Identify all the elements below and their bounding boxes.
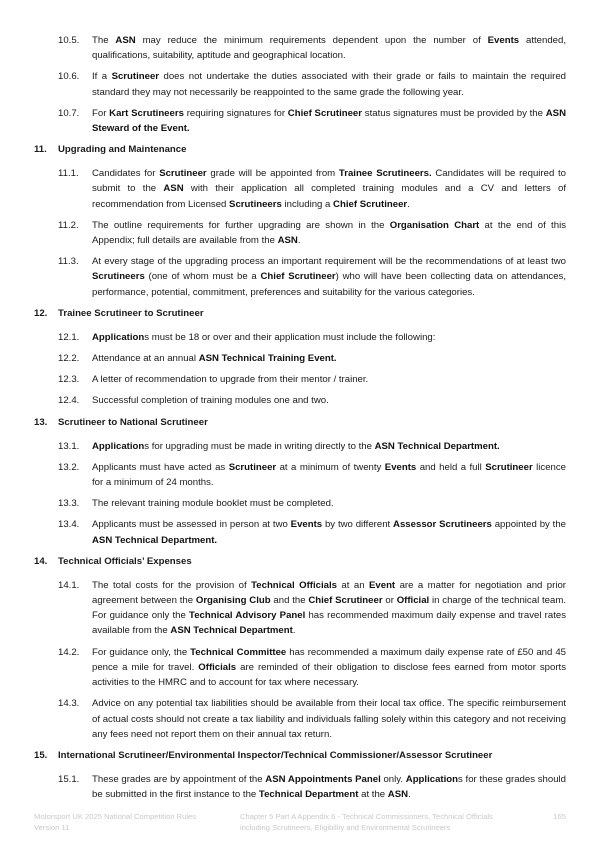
clause-number: 14.1. [58,579,80,591]
section-13 [34,415,566,548]
clause-number: 13.3. [58,498,80,510]
section-number: 14. [34,555,48,567]
text-run: The outline requirements for further upgrading are shown in the [92,219,390,231]
defined-term: Scrutineers [92,271,145,283]
text-run: If a [92,71,112,83]
clause [34,645,566,691]
clause [34,393,566,408]
text-run: only. [380,773,406,785]
defined-term: Scrutineers [229,198,282,210]
defined-term: Scrutineer [159,168,207,180]
defined-term: Scrutineer [111,71,160,83]
text-run: ) who will have been collecting data on attendances, performance, potential, commitment, preferences and suitability for the various categories. [92,271,567,298]
section-title: International Scrutineer/Environmental Inspector/Technical Commissioner/Assessor Scrutineer [58,749,493,761]
defined-term: Events [487,35,520,46]
text-run: in charge of the technical team. For guidance only the [92,595,566,622]
defined-term: Official [396,595,430,607]
clause [34,166,566,212]
defined-term: Trainee Scrutineers. [338,168,432,180]
section-12 [34,306,566,409]
section-number: 13. [34,416,48,428]
defined-term: ASN [277,235,298,247]
text-run: . [292,625,296,637]
defined-term: Event [369,579,396,591]
clause [34,439,566,454]
text-run: requiring signatures for [183,107,288,119]
clause [34,460,566,490]
text-run: Candidates for [92,168,160,180]
defined-term: Chief Scrutineer [308,595,383,607]
section-heading [34,748,566,763]
defined-term: Chief Scrutineer [287,107,363,119]
clause-number: 11.1. [58,168,79,180]
clause [34,372,566,387]
clause-number: 10.5. [58,35,80,46]
defined-term: Organisation Chart [389,219,480,231]
defined-term: Technical Committee [190,646,287,658]
text-run: and the [270,595,309,607]
text-run: . [408,789,411,801]
text-run: Candidates will be required to submit to the [92,168,567,195]
clause [34,696,566,742]
clause [34,254,566,300]
clause-number: 10.6. [58,71,80,83]
text-run: Applicants must have acted as [92,461,229,473]
clause-text [92,645,566,691]
clause-number: 12.1. [58,331,80,343]
clause-number: 12.2. [58,353,80,365]
footer-chapter-line1: Chapter 5 Part A Appendix 6 - Technical Commissioners, Technical Officials [240,812,493,821]
clause-number: 14.3. [58,698,80,710]
text-run: may reduce the minimum requirements dependent upon the number of [135,35,488,46]
text-run: or [382,595,397,607]
text-run: s for upgrading must be made in writing directly to the [144,440,375,452]
clause-text [92,69,566,99]
footer-title: Motorsport UK 2025 National Competition Rules [34,812,197,821]
defined-term: Organising Club [195,595,271,607]
clause [34,33,566,63]
clause [34,517,566,547]
clause-text [92,496,566,511]
clause [34,578,566,639]
clause-text [92,330,566,345]
clause-text [92,439,566,454]
clause-text [92,33,566,63]
clause-number: 11.3. [58,256,79,268]
clause [34,351,566,366]
text-run: status signatures must be provided by the [362,107,546,119]
text-run: A letter of recommendation to upgrade from their mentor / trainer. [92,374,369,386]
clause-text [92,460,566,490]
page-number: 165 [553,812,566,821]
text-run: at a minimum of twenty [276,461,385,473]
section-number: 12. [34,307,48,319]
text-run: (one of whom must be a [144,271,261,283]
section-number: 11. [34,144,47,156]
clause-number: 11.2. [58,219,79,231]
clause-text [92,106,566,136]
clause [34,69,566,99]
section-15 [34,748,566,802]
section-title: Upgrading and Maintenance [58,144,187,156]
text-run: at an [336,579,369,591]
text-run: The [92,35,116,46]
text-run: at the end of this Appendix; full details are available from the [92,219,566,247]
text-run: including a [281,198,334,210]
clause-number: 12.3. [58,374,80,386]
clause-number: 10.7. [58,107,80,119]
clause-number: 13.2. [58,461,80,473]
text-run: At every stage of the upgrading process an important requirement will be the recommendations of at least two [92,256,566,268]
text-run: Advice on any potential tax liabilities should be available from their local tax office. The specific reimbursement of actual costs should not create a tax liability and individuals falling solely within this category and not receiving any fees need not report them on their annual tax return. [92,698,566,740]
defined-term: ASN [387,789,409,801]
clause [34,496,566,511]
section-14 [34,554,566,742]
text-run: licence for a minimum of 24 months. [92,461,567,489]
defined-term: Scrutineer [485,461,533,473]
text-run: are reminded of their obligation to disclose fees earned from motor sports activities to the HMRC and to account for tax where necessary. [92,661,566,689]
section-heading [34,554,566,569]
text-run: Applicants must be assessed in person at two [92,519,291,531]
section-heading [34,306,566,321]
text-run: has recommended a maximum daily expense rate of £50 and 45 pence a mile for travel. [92,646,566,673]
clause [34,330,566,345]
clause [34,106,566,136]
defined-term: Events [384,461,417,473]
section-heading [34,415,566,430]
clause-number: 13.1. [58,440,80,452]
defined-term: ASN [163,183,184,195]
section-heading [34,142,566,157]
text-run: The relevant training module booklet must be completed. [92,498,334,510]
text-run: does not undertake the duties associated with their grade or fails to maintain the required standard they may not necessarily be reappointed to the same grade the following year. [92,71,566,98]
clause [34,218,566,248]
footer-chapter [240,811,540,833]
clause-number: 12.4. [58,395,80,407]
defined-term: Events [290,519,323,531]
text-run: and held a full [416,461,486,473]
text-run: Successful completion of training modules one and two. [92,395,329,407]
defined-term: Chief Scrutineer [333,198,408,210]
defined-term: ASN Technical Department. [92,534,218,546]
defined-term: Chief Scrutineer [260,271,336,283]
text-run: . [297,235,301,247]
defined-term: Kart Scrutineers [109,107,184,119]
section-title: Technical Officials’ Expenses [58,555,192,567]
footer-chapter-line2: including Scrutineers, Eligibility and Environmental Scrutineers [240,823,451,832]
text-run: The total costs for the provision of [92,579,252,591]
footer-version: Version 11 [34,823,70,832]
clause-number: 14.2. [58,646,80,658]
text-run: These grades are by appointment of the [92,773,266,785]
text-run: For guidance only, the [92,646,191,658]
defined-term: ASN [115,35,136,46]
clause-text [92,517,566,547]
defined-term: Assessor Scrutineers [393,519,492,531]
defined-term: ASN Appointments Panel [265,773,381,785]
text-run: s must be 18 or over and their application must include the following: [144,331,436,343]
clause-text [92,254,566,300]
section-number: 15. [34,749,48,761]
clause-text [92,772,566,802]
clause-text [92,372,566,387]
page-footer [34,811,566,833]
text-run: has recommended maximum daily expense and travel rates available from the [92,610,566,637]
text-run: attended, qualifications, suitability, aptitude and geographical location. [92,35,566,62]
section-title: Trainee Scrutineer to Scrutineer [58,307,204,319]
clause-text [92,696,566,742]
section-10 [34,33,566,136]
text-run: grade will be appointed from [206,168,339,180]
text-run: s for these grades should be submitted in the first instance to the [92,773,567,801]
text-run: appointed by the [491,519,566,531]
defined-term: Scrutineer [228,461,277,473]
section-title: Scrutineer to National Scrutineer [58,416,208,428]
clause-text [92,393,566,408]
text-run: are a matter for negotiation and prior agreement between the [92,579,567,607]
section-11 [34,142,566,300]
defined-term: Technical Officials [251,579,337,591]
defined-term: ASN Technical Training Event. [198,353,337,365]
clause-text [92,578,566,639]
clause-text [92,166,566,212]
defined-term: ASN Technical Department [170,625,293,637]
clause-number: 15.1. [58,773,80,785]
text-run: with their application all completed training modules and a CV and letters of recommendation from Licensed [92,183,566,210]
defined-term: ASN Technical Department. [374,440,500,452]
clause [34,772,566,802]
text-run: For [92,107,110,119]
clause-text [92,351,566,366]
defined-term: Application [92,440,145,452]
footer-publication [34,811,240,833]
text-run: . [407,198,410,210]
clause-text [92,218,566,248]
text-run: at the [358,789,388,801]
defined-term: ASN Steward of the Event. [92,107,567,135]
document-body [34,33,566,808]
defined-term: Application [92,331,145,343]
defined-term: Officials [198,661,237,673]
text-run: by two different [322,519,394,531]
defined-term: Technical Department [258,789,359,801]
text-run: Attendance at an annual [92,353,199,365]
defined-term: Application [405,773,458,785]
defined-term: Technical Advisory Panel [189,610,306,622]
clause-number: 13.4. [58,519,80,531]
